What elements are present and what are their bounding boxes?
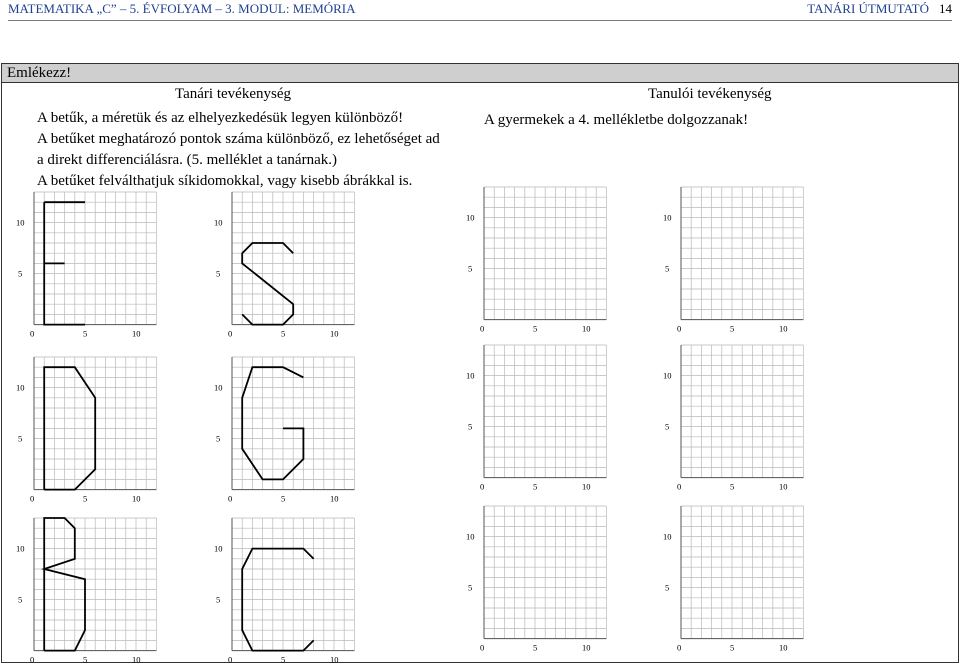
x-label-0: 0 [480, 481, 485, 492]
y-label-10: 10 [214, 382, 223, 393]
y-label-5: 5 [665, 582, 670, 593]
x-label-5: 5 [281, 654, 286, 665]
coordinate-grid-empty [464, 187, 616, 336]
x-label-0: 0 [677, 481, 682, 492]
x-label-0: 0 [677, 323, 682, 334]
x-label-10: 10 [582, 323, 591, 334]
x-label-10: 10 [132, 493, 141, 504]
x-label-0: 0 [228, 654, 233, 665]
x-label-0: 0 [480, 642, 485, 653]
x-label-0: 0 [677, 642, 682, 653]
y-label-10: 10 [16, 217, 25, 228]
x-label-10: 10 [779, 323, 788, 334]
x-label-10: 10 [582, 481, 591, 492]
teacher-heading: Tanári tevékenység [175, 86, 291, 102]
x-label-5: 5 [730, 323, 735, 334]
coordinate-grid-empty [661, 187, 813, 336]
x-label-5: 5 [83, 493, 88, 504]
y-label-10: 10 [16, 382, 25, 393]
y-label-5: 5 [216, 433, 221, 444]
x-label-5: 5 [730, 642, 735, 653]
y-label-10: 10 [466, 212, 475, 223]
teacher-line: A betűket felválthatjuk síkidomokkal, vagy kisebb ábrákkal is. [37, 173, 413, 189]
y-label-10: 10 [663, 370, 672, 381]
x-label-10: 10 [132, 654, 141, 665]
y-label-10: 10 [214, 543, 223, 554]
y-label-5: 5 [468, 421, 473, 432]
y-label-5: 5 [18, 594, 23, 605]
x-label-10: 10 [132, 328, 141, 339]
coordinate-grid-D [14, 357, 166, 506]
x-label-0: 0 [30, 328, 35, 339]
y-label-5: 5 [468, 582, 473, 593]
teacher-line: A betűket meghatározó pontok száma különböző, ez lehetőséget ad [37, 131, 440, 147]
box-title: Emlékezz! [2, 64, 958, 83]
x-label-10: 10 [330, 493, 339, 504]
coordinate-grid-empty [661, 506, 813, 655]
x-label-5: 5 [730, 481, 735, 492]
x-label-0: 0 [480, 323, 485, 334]
coordinate-grid-E [14, 192, 166, 341]
header-right [807, 1, 952, 17]
coordinate-grid-empty [661, 345, 813, 494]
coordinate-grid-G [212, 357, 364, 506]
coordinate-grid-B [14, 518, 166, 667]
coordinate-grid-S [212, 192, 364, 341]
x-label-10: 10 [330, 328, 339, 339]
x-label-10: 10 [779, 642, 788, 653]
x-label-5: 5 [533, 481, 538, 492]
x-label-0: 0 [30, 654, 35, 665]
x-label-5: 5 [533, 642, 538, 653]
page-number: 14 [939, 1, 952, 16]
y-label-5: 5 [665, 421, 670, 432]
y-label-5: 5 [18, 433, 23, 444]
y-label-10: 10 [466, 370, 475, 381]
x-label-0: 0 [228, 328, 233, 339]
x-label-5: 5 [281, 493, 286, 504]
y-label-10: 10 [466, 531, 475, 542]
teacher-text [37, 108, 477, 192]
page-header [8, 1, 952, 21]
student-text: A gyermekek a 4. mellékletbe dolgozzanak! [484, 112, 749, 128]
y-label-5: 5 [665, 263, 670, 274]
y-label-5: 5 [468, 263, 473, 274]
student-heading: Tanulói tevékenység [648, 86, 772, 102]
y-label-5: 5 [216, 594, 221, 605]
x-label-10: 10 [582, 642, 591, 653]
y-label-10: 10 [663, 531, 672, 542]
x-label-10: 10 [779, 481, 788, 492]
x-label-5: 5 [281, 328, 286, 339]
teacher-line: A betűk, a méretük és az elhelyezkedésük legyen különböző! [37, 110, 404, 126]
x-label-0: 0 [30, 493, 35, 504]
y-label-10: 10 [16, 543, 25, 554]
y-label-5: 5 [18, 268, 23, 279]
header-title: TANÁRI ÚTMUTATÓ [807, 1, 929, 16]
coordinate-grid-C [212, 518, 364, 667]
coordinate-grid-empty [464, 345, 616, 494]
coordinate-grid-empty [464, 506, 616, 655]
x-label-5: 5 [83, 654, 88, 665]
x-label-5: 5 [533, 323, 538, 334]
y-label-5: 5 [216, 268, 221, 279]
x-label-10: 10 [330, 654, 339, 665]
y-label-10: 10 [214, 217, 223, 228]
header-divider [8, 20, 952, 21]
x-label-0: 0 [228, 493, 233, 504]
header-left: MATEMATIKA „C” – 5. ÉVFOLYAM – 3. MODUL: MEMÓRIA [8, 1, 356, 16]
y-label-10: 10 [663, 212, 672, 223]
teacher-line: a direkt differenciálásra. (5. melléklet a tanárnak.) [37, 152, 337, 168]
x-label-5: 5 [83, 328, 88, 339]
